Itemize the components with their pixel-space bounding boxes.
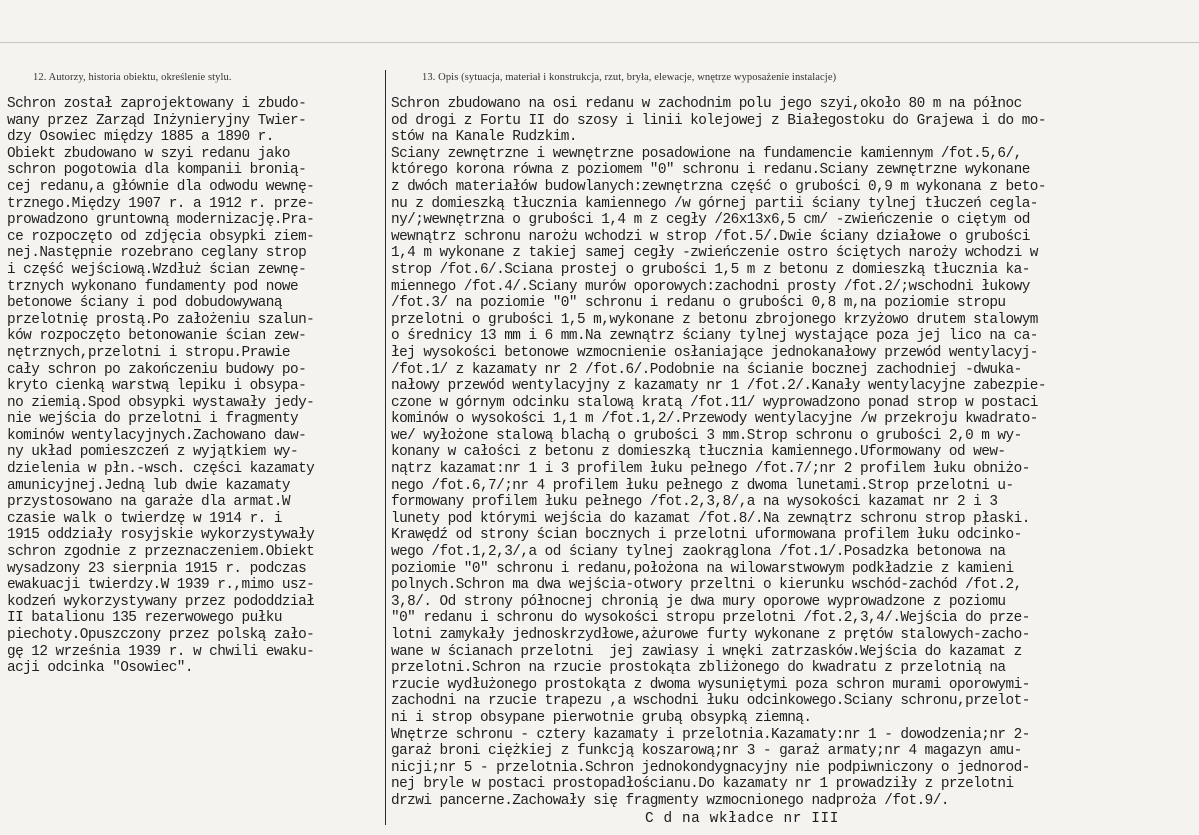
text-line: strop /fot.6/.Ściana prostej o grubości 1,5 m z betonu z domieszką tłucznia ka- <box>391 261 1030 278</box>
text-line: nej bryle w postaci prostopadłościanu.Do kazamaty nr 1 prowadziły z przelotni <box>391 776 1014 793</box>
text-line: Ściany zewnętrzne i wewnętrzne posadowione na fundamencie kamiennym /fot.5,6/, <box>391 145 1022 162</box>
text-line: 3,8/. Od strony północnej chronią je dwa mury oporowe wyprowadzone z poziomu <box>391 593 1006 610</box>
text-line: zachodni na rzucie trapezu ,a wschodni łuku odcinkowego.Ściany schronu,przelot- <box>391 693 1030 710</box>
text-line: no ziemią.Spod obsypki wystawały jedy- <box>7 394 315 411</box>
text-line: nętrznych,przelotni i stropu.Prawie <box>7 344 291 361</box>
text-line: amunicyjnej.Jedną lub dwie kazamaty <box>7 477 291 494</box>
text-line: betonowe ściany i pod dobudowywaną <box>7 295 282 312</box>
left-column-heading: 12. Autorzy, historia obiektu, określenie stylu. <box>33 72 232 83</box>
text-line: garaż broni ciężkiej z funkcją koszarową;nr 3 - garaż armaty;nr 4 magazyn amu- <box>391 743 1022 760</box>
text-line: kominów wentylacyjnych.Zachowano daw- <box>7 427 307 444</box>
text-line: prowadzono gruntowną modernizację.Pra- <box>7 212 315 229</box>
text-line: wewnątrz schronu narożu wchodzi w strop /fot.5/.Dwie ściany działowe o grubości <box>391 228 1030 245</box>
text-line: ków rozpoczęto betonowanie ścian zew- <box>7 328 307 345</box>
text-line: ni i strop obsypane pierwotnie grubą obsypką ziemną. <box>391 709 812 726</box>
left-column-text <box>7 96 382 677</box>
text-line: schron zgodnie z przeznaczeniem.Obiekt <box>7 544 315 561</box>
text-line: Schron zbudowano na osi redanu w zachodnim polu jego szyi,około 80 m na północ <box>391 96 1022 112</box>
text-line: trznych wykonano fundamenty pod nowe <box>7 278 299 295</box>
text-line: konany w całości z betonu z domieszką tłucznia kamiennego.Uformowany od wew- <box>391 444 1006 461</box>
text-line: ny układ pomieszczeń z wyjątkiem wy- <box>7 444 299 461</box>
text-line: cej redanu,a głównie dla odwodu wewnę- <box>7 178 315 195</box>
text-line: dzielenia w płn.-wsch. części kazamaty <box>7 461 315 478</box>
text-line: 1915 oddziały rosyjskie wykorzystywały <box>7 527 315 544</box>
text-line: cały schron po zakończeniu budowy po- <box>7 361 307 378</box>
text-line: polnych.Schron ma dwa wejścia-otwory przeltni o kierunku wschód-zachód /fot.2, <box>391 577 1022 594</box>
right-column-text <box>391 96 1196 810</box>
text-line: miennego /fot.4/.Ściany murów oporowych:zachodni prosty /fot.2/;wschodni łukowy <box>391 278 1030 295</box>
text-line: Obiekt zbudowano w szyi redanu jako <box>7 145 291 162</box>
text-line: kryto cienką warstwą lepiku i obsypa- <box>7 378 307 395</box>
text-line: Wnętrze schronu - cztery kazamaty i przelotnia.Kazamaty:nr 1 - dowodzenia;nr 2- <box>391 726 1030 743</box>
text-line: którego korona równa z poziomem "0" schronu i redanu.Ściany zewnętrzne wykonane <box>391 162 1030 179</box>
text-line: o średnicy 13 mm i 6 mm.Na zewnątrz ściany tylnej wystające poza jej lico na ca- <box>391 328 1038 345</box>
text-line: nicji;nr 5 - przelotnia.Schron jednokondygnacyjny nie podpiwniczony o jednorod- <box>391 759 1030 776</box>
text-line: poziomie "0" schronu i redanu,położona na wilowarstwowym podkładzie z kamieni <box>391 560 1014 577</box>
text-line: wany przez Zarząd Inżynieryjny Twier- <box>7 112 307 129</box>
text-line: nątrz kazamat:nr 1 i 3 profilem łuku pełnego /fot.7/;nr 2 profilem łuku obniżo- <box>391 461 1030 478</box>
text-line: we/ wyłożone stalową blachą o grubości 3 mm.Strop schronu o grubości 2,0 m wy- <box>391 427 1022 444</box>
text-line: nu z domieszką tłucznia kamiennego /w górnej partii ściany tylnej tłuczeń cegla- <box>391 195 1038 212</box>
text-line: gę 12 września 1939 r. w chwili ewaku- <box>7 643 315 660</box>
text-line: lunety pod którymi wejścia do kazamat /fot.8/.Na zewnątrz schronu strop płaski. <box>391 510 1030 527</box>
text-line: z dwóch materiałów budowlanych:zewnętrzna część o grubości 0,9 m wykonana z beto- <box>391 178 1046 195</box>
text-line: nego /fot.6,7/;nr 4 profilem łuku pełnego z dwoma lunetami.Strop przelotni u- <box>391 477 1014 494</box>
text-line: ewakuacji twierdzy.W 1939 r.,mimo usz- <box>7 577 315 594</box>
text-line: drzwi pancerne.Zachowały się fragmenty wzmocnionego nadproża /fot.9/. <box>391 792 949 809</box>
text-line: od drogi z Fortu II do szosy i linii kolejowej z Białegostoku do Grajewa i do mo- <box>391 112 1046 129</box>
text-line: lotni zamykały jednoskrzydłowe,ażurowe furty wykonane z prętów stalowych-zacho- <box>391 627 1030 643</box>
text-line: nałowy przewód wentylacyjny z kazamaty nr 1 /fot.2/.Kanały wentylacyjne zabezpie- <box>391 378 1046 395</box>
text-line: wego /fot.1,2,3/,a od ściany tylnej zaokrąglona /fot.1/.Posadzka betonowa na <box>391 544 1006 561</box>
text-line: Krawędź od strony ścian bocznych i przelotni uformowana profilem łuku odcinko- <box>391 527 1022 544</box>
text-line: czone w górnym odcinku stalową kratą /fot.11/ wyprowadzono ponad strop w postaci <box>391 394 1038 411</box>
text-line: wysadzony 23 sierpnia 1915 r. podczas <box>7 560 307 577</box>
text-line: stów na Kanale Rudzkim. <box>391 129 577 146</box>
text-line: i część wejściową.Wzdłuż ścian zewnę- <box>7 261 307 278</box>
text-line: łej wysokości betonowe wzmocnienie osłaniające jednokanałowy przewód wentylacyj- <box>391 344 1038 361</box>
text-line: przelotni o grubości 1,5 m,wykonane z betonu zbrojonego krzyżowo drutem stalowym <box>391 311 1038 328</box>
text-line: nej.Następnie rozebrano ceglany strop <box>7 245 307 262</box>
continuation-note: C d na wkładce nr III <box>645 811 839 827</box>
text-line: trznego.Między 1907 r. a 1912 r. prze- <box>7 195 315 212</box>
text-line: /fot.3/ na poziomie "0" schronu i redanu o grubości 0,8 m,na poziomie stropu <box>391 295 1006 312</box>
text-line: schron pogotowia dla kompanii bronią- <box>7 162 307 179</box>
text-line: II batalionu 135 rezerwowego pułku <box>7 610 282 627</box>
text-line: acji odcinka "Osowiec". <box>7 660 193 677</box>
top-rule <box>0 42 1199 43</box>
right-column-heading: 13. Opis (sytuacja, materiał i konstrukcja, rzut, bryła, elewacje, wnętrze wyposażenie instalacje) <box>422 72 837 83</box>
text-line: przystosowano na garaże dla armat.W <box>7 494 291 511</box>
text-line: piechoty.Opuszczony przez polską zało- <box>7 627 315 643</box>
text-line: kodzeń wykorzystywany przez pododdział <box>7 593 315 610</box>
text-line: ny/;wewnętrzna o grubości 1,4 m z cegły /26x13x6,5 cm/ -zwieńczenie o ciętym od <box>391 212 1030 229</box>
text-line: przelotni.Schron na rzucie prostokąta zbliżonego do kwadratu z przelotnią na <box>391 660 1006 677</box>
text-line: 1,4 m wykonane z takiej samej cegły -zwieńczenie ostro ściętych naroży wchodzi w <box>391 245 1038 262</box>
text-line: dzy Osowiec między 1885 a 1890 r. <box>7 129 274 146</box>
column-divider <box>385 70 386 825</box>
text-line: wane w ścianach przelotni jej zawiasy i wnęki zatrzasków.Wejścia do kazamat z <box>391 643 1022 660</box>
text-line: rzucie wydłużonego prostokąta z dwoma wysuniętymi poza schron murami oporowymi- <box>391 676 1030 693</box>
text-line: nie wejścia do przelotni i fragmenty <box>7 411 299 428</box>
text-line: "0" redanu i schronu do wysokości stropu przelotni /fot.2,3,4/.Wejścia do prze- <box>391 610 1030 627</box>
text-line: formowany profilem łuku pełnego /fot.2,3,8/,a na wysokości kazamat nr 2 i 3 <box>391 494 998 511</box>
text-line: kominów o wysokości 1,1 m /fot.1,2/.Przewody wentylacyjne /w przekroju kwadrato- <box>391 411 1038 428</box>
text-line: Schron został zaprojektowany i zbudo- <box>7 96 307 112</box>
text-line: ce rozpoczęto od zdjęcia obsypki ziem- <box>7 228 315 245</box>
text-line: przelotnię prostą.Po założeniu szalun- <box>7 311 315 328</box>
text-line: czasie walk o twierdzę w 1914 r. i <box>7 510 282 527</box>
text-line: /fot.1/ z kazamaty nr 2 /fot.6/.Podobnie na ścianie bocznej zachodniej -dwuka- <box>391 361 1022 378</box>
